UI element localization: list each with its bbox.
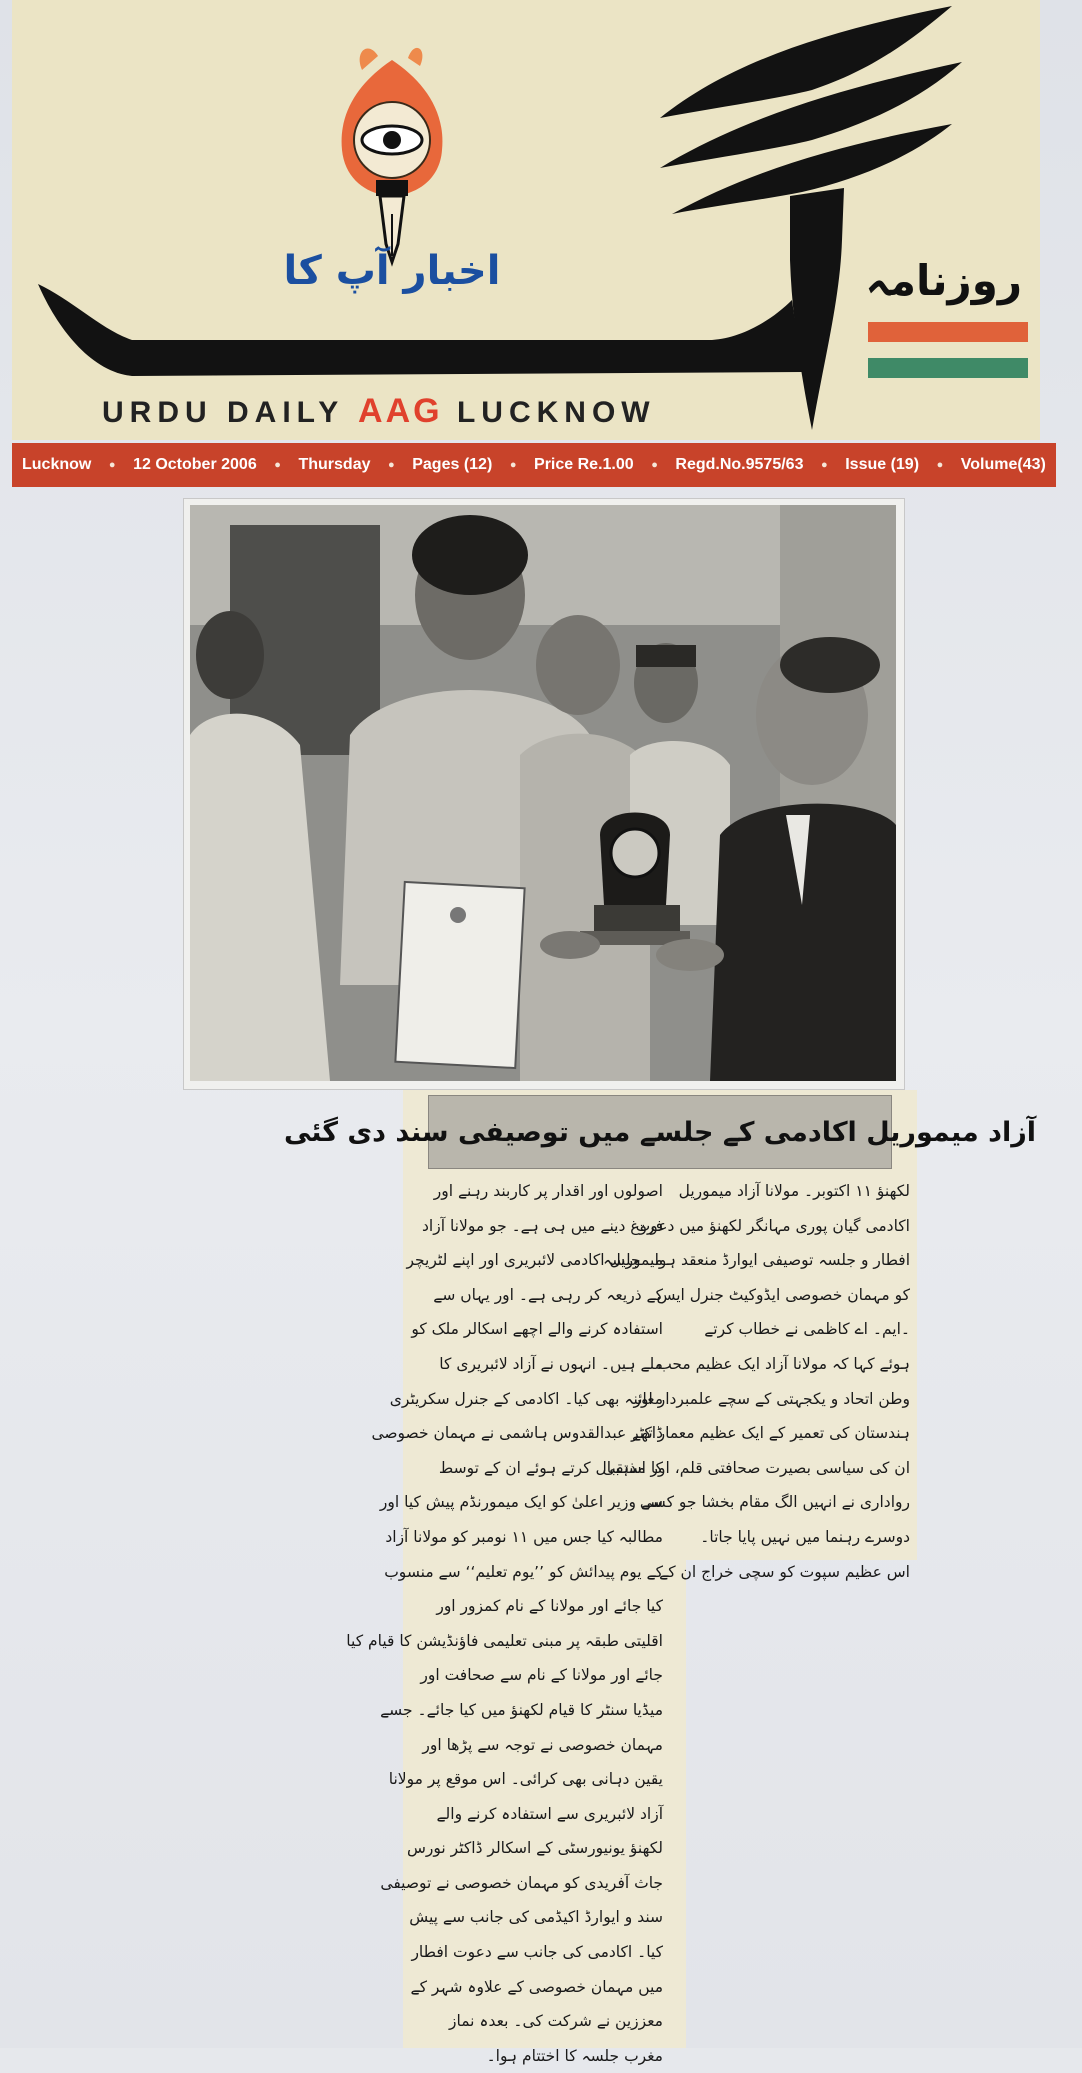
article-column-left <box>346 1174 663 2073</box>
english-prefix: URDU DAILY <box>102 396 344 429</box>
article-line: اکادمی گیان پوری مہانگر لکھنؤ میں دعوت <box>635 1216 910 1235</box>
article-line: مہمان خصوصی نے توجہ سے پڑھا اور <box>422 1735 663 1754</box>
article-line: سے وزیر اعلیٰ کو ایک میمورنڈم پیش کیا اور <box>379 1493 663 1512</box>
article-line: معززین نے شرکت کی۔ بعدہ نماز <box>449 2012 663 2031</box>
article-line: کیا جائے اور مولانا کے نام کمزور اور <box>436 1597 663 1616</box>
english-suffix: LUCKNOW <box>456 396 656 429</box>
info-volume: Volume(43) <box>960 456 1046 473</box>
article-line: کا استقبال کرتے ہوئے ان کے توسط <box>438 1458 663 1477</box>
article-line: میڈیا سنٹر کا قیام لکھنؤ میں کیا جائے۔ جسے <box>380 1700 663 1719</box>
article-line: ۔ایم۔ اے کاظمی نے خطاب کرتے <box>704 1320 910 1339</box>
article-line: افطار و جلسہ توصیفی ایوارڈ منعقد ہوا۔ جلسہ <box>602 1251 910 1270</box>
article-line: ہندستان کی تعمیر کے ایک عظیم معمار تھے <box>632 1424 910 1443</box>
article-line: اس عظیم سپوت کو سچی خراج ان کے <box>659 1562 910 1581</box>
flag-strip-saffron <box>868 322 1028 342</box>
article-headline-box <box>283 1095 1037 1169</box>
certificate-icon <box>395 882 524 1068</box>
masthead-tagline: اخبار آپ کا <box>283 248 501 294</box>
masthead <box>12 0 1040 440</box>
article-line: استفادہ کرنے والے اچھے اسکالر ملک کو <box>411 1320 663 1339</box>
article-line: یقین دہانی بھی کرائی۔ اس موقع پر مولانا <box>388 1770 663 1789</box>
article-line: ان کی سیاسی بصیرت صحافتی قلم، اور مذہبی <box>602 1458 910 1477</box>
article-line: اصولوں اور اقدار پر کاربند رہنے اور <box>433 1182 663 1200</box>
article-line: میں مہمان خصوصی کے علاوہ شہر کے <box>410 1977 663 1996</box>
flame-eye-pen-icon <box>342 48 443 262</box>
info-regd: Regd.No.9575/63 <box>675 456 804 473</box>
article-column-right <box>602 1174 910 1589</box>
article-line: جائے اور مولانا کے نام سے صحافت اور <box>420 1666 663 1685</box>
article-line: مغرب جلسہ کا اختتام ہوا۔ <box>486 2046 663 2065</box>
article-line: جاث آفریدی کو مہمان خصوصی نے توصیفی <box>380 1873 663 1892</box>
article-line: وطن اتحاد و یکجہتی کے سچے علمبردار اور <box>633 1389 910 1408</box>
article-line: سند و ایوارڈ اکیڈمی کی جانب سے پیش <box>409 1908 663 1927</box>
flag-strip-green <box>868 358 1028 378</box>
info-pages: Pages (12) <box>412 456 493 473</box>
info-issue: Issue (19) <box>845 456 920 473</box>
info-date: 12 October 2006 <box>133 456 257 473</box>
article-line: معائنہ بھی کیا۔ اکادمی کے جنرل سکریٹری <box>389 1389 663 1408</box>
info-city: Lucknow <box>22 456 92 473</box>
article-line: لکھنؤ ۱۱ اکتوبر۔ مولانا آزاد میموریل <box>678 1182 910 1200</box>
article-line: کو مہمان خصوصی ایڈوکیٹ جنرل ایس <box>656 1285 910 1304</box>
info-day: Thursday <box>298 456 371 473</box>
article-line: آزاد لائبریری سے استفادہ کرنے والے <box>436 1804 663 1823</box>
article-line: دوسرے رہنما میں نہیں پایا جاتا۔ <box>700 1527 910 1546</box>
article-line: کے ذریعہ کر رہی ہے۔ اور یہاں سے <box>433 1285 663 1304</box>
info-price: Price Re.1.00 <box>534 456 634 473</box>
article-line: اقلیتی طبقہ پر مبنی تعلیمی فاؤنڈیشن کا قیام کیا <box>346 1631 663 1650</box>
article-line: کے یوم پیدائش کو ’’یوم تعلیم‘‘ سے منسوب <box>384 1562 663 1581</box>
masthead-roznama: روزنامہ <box>865 256 1022 305</box>
article-line: ڈاکٹر عبدالقدوس ہاشمی نے مہمان خصوصی <box>371 1424 663 1443</box>
masthead-english-title <box>102 392 742 431</box>
article-line: رواداری نے انہیں الگ مقام بخشا جو کسی <box>639 1493 910 1512</box>
article-line: ملے ہیں۔ انہوں نے آزاد لائبریری کا <box>439 1354 663 1373</box>
english-aag: AAG <box>358 392 443 430</box>
article-line: مطالبہ کیا جس میں ۱۱ نومبر کو مولانا آزاد <box>385 1527 663 1546</box>
issue-info-bar: Lucknow ● 12 October 2006 ● Thursday ● Pages (12) ● Price Re.1.00 ● Regd.No.9575/63 ● Issue (19) ● Volume(43) <box>12 443 1056 487</box>
article-line: فروغ دینے میں ہی ہے۔ جو مولانا آزاد <box>422 1216 663 1235</box>
news-photo <box>190 505 896 1081</box>
article-headline: آزاد میموریل اکادمی کے جلسے میں توصیفی سند دی گئی <box>283 1116 1037 1148</box>
article-line: میموریل اکادمی لائبریری اور اپنے لٹریچر <box>406 1251 663 1270</box>
news-photo-frame <box>183 498 905 1090</box>
article-line: لکھنؤ یونیورسٹی کے اسکالر ڈاکٹر نورس <box>407 1839 663 1858</box>
article-line: ہوئے کہا کہ مولانا آزاد ایک عظیم محب <box>657 1354 910 1373</box>
brand-glyph <box>38 6 962 430</box>
article-line: کیا۔ اکادمی کی جانب سے دعوت افطار <box>411 1943 663 1962</box>
